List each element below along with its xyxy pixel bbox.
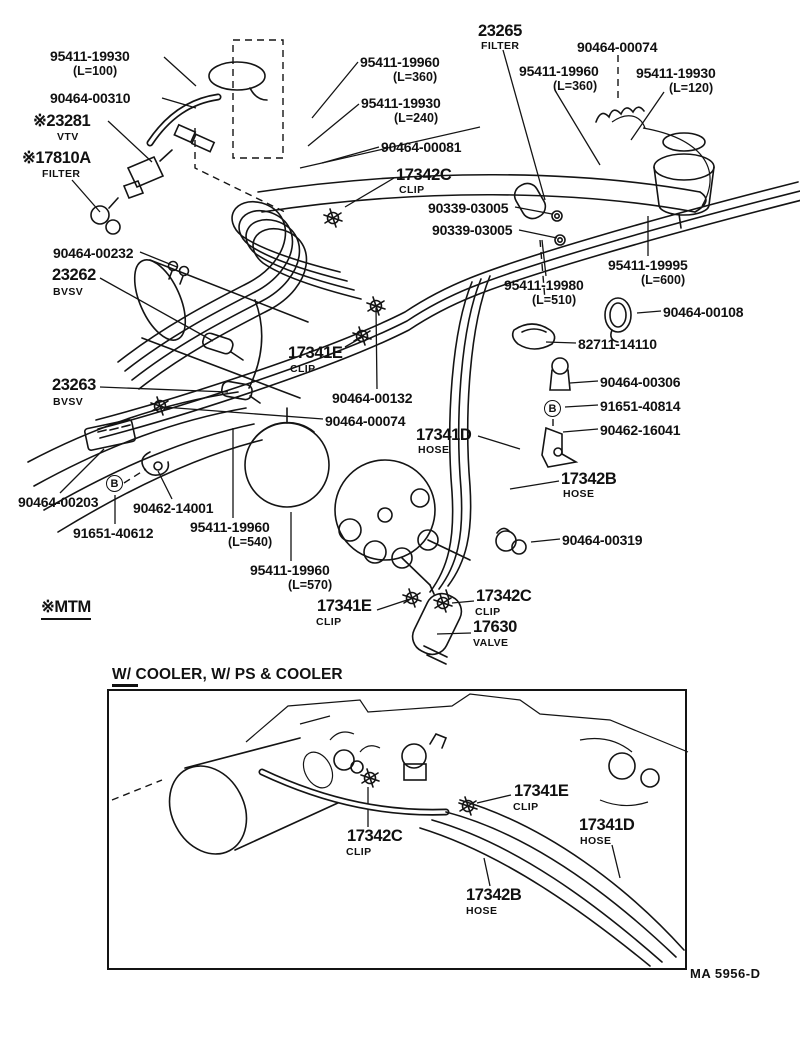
part-sublabel-95411-19960-l540: (L=540) [228, 535, 273, 549]
part-label-17810a-filter: ※17810A [22, 149, 91, 167]
vtv-shape [109, 157, 163, 208]
part-label-95411-19930-l100: 95411-19930 [50, 48, 130, 64]
part-label-17342b-main: 17342B [561, 470, 617, 488]
part-label-91651-40612: 91651-40612 [73, 525, 154, 541]
part-sublabel-23265-filter: FILTER [481, 40, 520, 52]
part-label-17341d-main: 17341D [416, 426, 472, 444]
part-label-17342c-b: 17342C [476, 587, 532, 605]
valve-17630-shape [407, 585, 467, 664]
fuel-filter-shape [511, 179, 550, 222]
part-label-17342b-inset: 17342B [466, 886, 522, 904]
part-label-95411-19930-l120: 95411-19930 [636, 65, 716, 81]
part-label-91651-40814: 91651-40814 [600, 398, 681, 414]
part-label-90462-14001: 90462-14001 [133, 500, 214, 516]
part-sublabel-23281-vtv: VTV [57, 131, 79, 143]
vacuum-tank-shape [245, 408, 329, 507]
part-sublabel-17342b-main: HOSE [563, 488, 595, 500]
part-sublabel-17630-valve: VALVE [473, 637, 509, 649]
part-label-17341e-a: 17341E [288, 344, 343, 362]
distributor-shape [335, 460, 470, 585]
part-sublabel-95411-19960-l360-b: (L=360) [553, 79, 598, 93]
part-label-90464-00310: 90464-00310 [50, 90, 131, 106]
part-label-90464-00132: 90464-00132 [332, 390, 413, 406]
part-label-90339-03005-a: 90339-03005 [428, 200, 509, 216]
inset-title: W/ COOLER, W/ PS & COOLER [112, 666, 343, 683]
part-sublabel-17342b-inset: HOSE [466, 905, 498, 917]
b-marker-2: B [544, 400, 561, 417]
part-label-90462-16041: 90462-16041 [600, 422, 681, 438]
part-sublabel-95411-19930-l120: (L=120) [669, 81, 714, 95]
air-cleaner-shape [155, 738, 340, 868]
part-label-mtm-note: ※MTM [41, 597, 91, 620]
part-sublabel-95411-19995-l600: (L=600) [641, 273, 686, 287]
part-sublabel-95411-19960-l360-a: (L=360) [393, 70, 438, 84]
canister-shape [612, 116, 714, 228]
main-diagram-art [28, 40, 800, 664]
part-sublabel-17341e-b: CLIP [316, 616, 342, 628]
part-sublabel-17341d-inset: HOSE [580, 835, 612, 847]
part-label-17342c-a: 17342C [396, 166, 452, 184]
part-label-95411-19960-l360-a: 95411-19960 [360, 54, 440, 70]
part-label-95411-19960-l360-b: 95411-19960 [519, 63, 599, 79]
part-label-90464-00081: 90464-00081 [381, 139, 462, 155]
part-label-90464-00203: 90464-00203 [18, 494, 99, 510]
b-marker-1: B [106, 475, 123, 492]
part-label-95411-19930-l240: 95411-19930 [361, 95, 441, 111]
part-label-90464-00074-b: 90464-00074 [325, 413, 406, 429]
part-label-23265-filter: 23265 [478, 22, 522, 40]
part-sublabel-17341d-main: HOSE [418, 444, 450, 456]
part-label-17342c-inset: 17342C [347, 827, 403, 845]
part-sublabel-17341e-a: CLIP [290, 363, 316, 375]
part-sublabel-23263-bvsv: BVSV [53, 396, 84, 408]
part-label-17341e-b: 17341E [317, 597, 372, 615]
part-label-23263-bvsv: 23263 [52, 376, 96, 394]
part-label-23262-bvsv: 23262 [52, 266, 96, 284]
part-label-17341d-inset: 17341D [579, 816, 635, 834]
part-sublabel-17342c-a: CLIP [399, 184, 425, 196]
part-label-90464-00074-a: 90464-00074 [577, 39, 658, 55]
part-label-90464-00306: 90464-00306 [600, 374, 681, 390]
part-label-90464-00108: 90464-00108 [663, 304, 744, 320]
part-label-90464-00232: 90464-00232 [53, 245, 134, 261]
connector-shape [160, 125, 214, 161]
part-sublabel-95411-19980-l510: (L=510) [532, 293, 577, 307]
part-label-17341e-inset: 17341E [514, 782, 569, 800]
part-label-82711-14110: 82711-14110 [578, 336, 657, 352]
part-label-90339-03005-b: 90339-03005 [432, 222, 513, 238]
part-label-17630-valve: 17630 [473, 618, 517, 636]
leader-lines [60, 50, 664, 886]
inset-title-underline [112, 684, 138, 687]
part-label-95411-19960-l570: 95411-19960 [250, 562, 330, 578]
part-sublabel-23262-bvsv: BVSV [53, 286, 84, 298]
drawing-code: MA 5956-D [690, 966, 761, 981]
part-sublabel-17341e-inset: CLIP [513, 801, 539, 813]
part-label-90464-00319: 90464-00319 [562, 532, 643, 548]
part-sublabel-95411-19930-l240: (L=240) [394, 111, 439, 125]
part-sublabel-17342c-inset: CLIP [346, 846, 372, 858]
part-label-95411-19960-l540: 95411-19960 [190, 519, 270, 535]
part-sublabel-17810a-filter: FILTER [42, 168, 81, 180]
filter-shape [91, 206, 120, 234]
part-label-23281-vtv: ※23281 [33, 112, 91, 130]
part-sublabel-17342c-b: CLIP [475, 606, 501, 618]
part-sublabel-95411-19960-l570: (L=570) [288, 578, 333, 592]
part-label-95411-19995-l600: 95411-19995 [608, 257, 688, 273]
part-sublabel-95411-19930-l100: (L=100) [73, 64, 118, 78]
part-label-95411-19980-l510: 95411-19980 [504, 277, 584, 293]
